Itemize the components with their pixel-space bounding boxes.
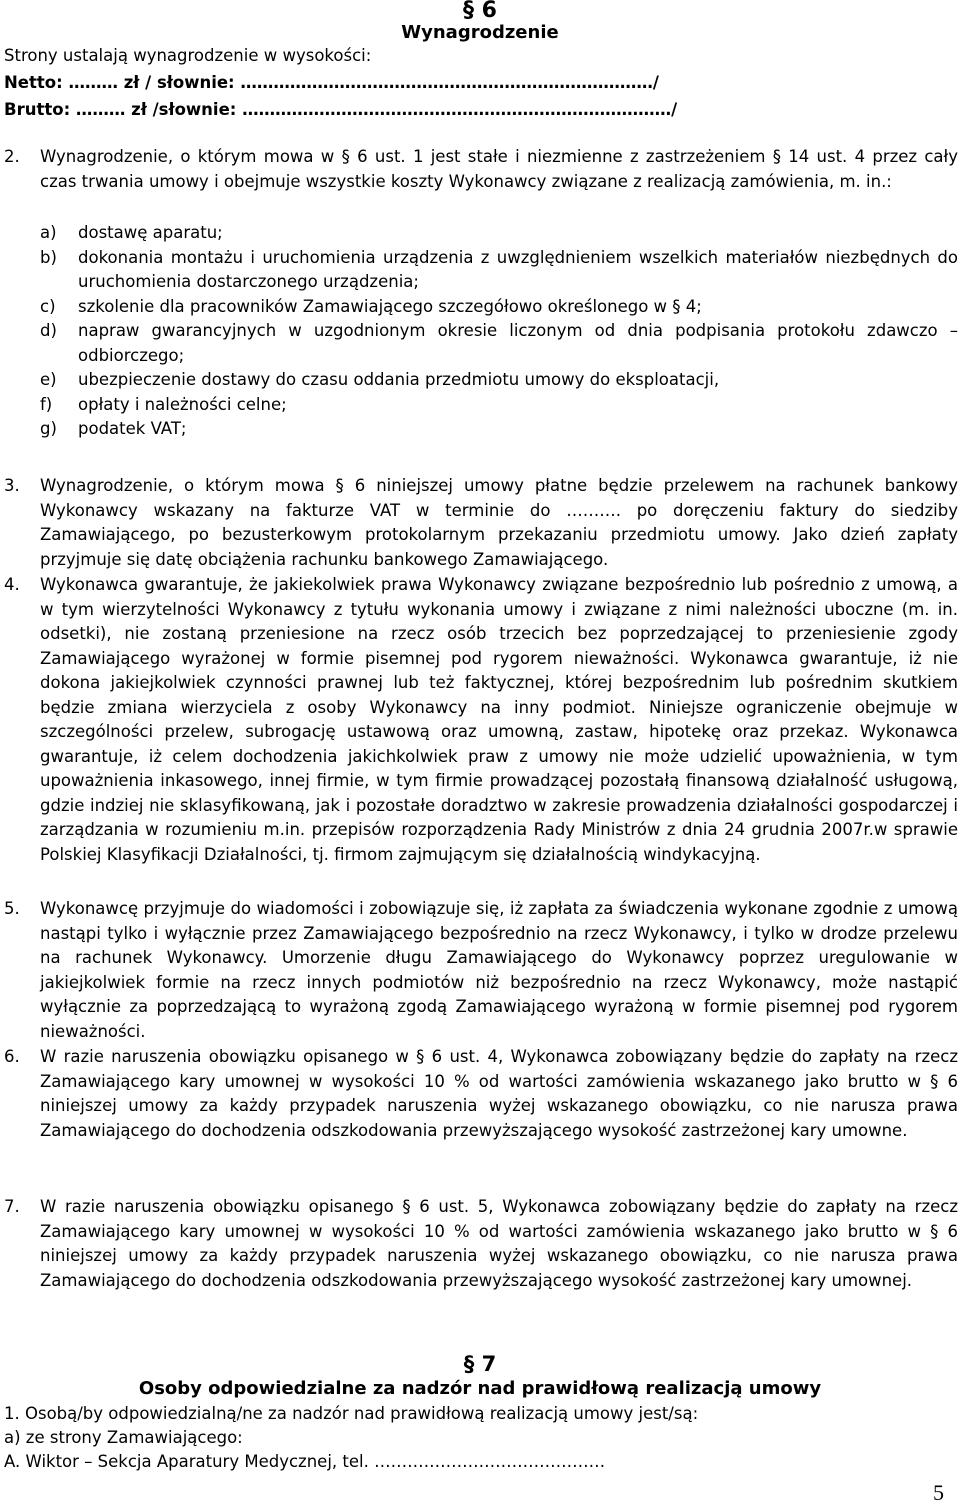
paragraph-6-text: W razie naruszenia obowiązku opisanego w § 6 ust. 4, Wykonawca zobowiązany będzie do zapłaty na rzecz Zamawiającego kary umownej w wysokości 10 % od wartości zamówienia wskazanego jako brutto w § 6 niniejszej umowy za każdy przypadek naruszenia wyżej wskazanego obowiązku, co nie narusza prawa Zamawiającego do dochodzenia odszkodowania przewyższającego wysokość zastrzeżonej kary umowne. bbox=[40, 1047, 958, 1140]
paragraph-4-text: Wykonawca gwarantuje, że jakiekolwiek prawa Wykonawcy związane bezpośrednio lub pośrednio z umową, a w tym wierzytelności Wykonawcy z tytułu wykonania umowy i związane z nimi należności uboczne (m. in. odsetki), nie zostaną przeniesione na rzecz osób trzecich bez poprzedzającej to przeniesienie zgody Zamawiającego wyrażonej w formie pisemnej pod rygorem nieważności. Wykonawca gwarantuje, iż nie dokona jakiejkolwiek czynności prawnej lub też faktycznej, której bezpośrednim lub pośrednim skutkiem będzie zmiana wierzyciela z osoby Wykonawcy na inny podmiot. Niniejsze ograniczenie obejmuje w szczególności przelew, subrogację ustawową oraz umowną, zastaw, hipotekę oraz przekaz. Wykonawca gwarantuje, iż celem dochodzenia jakichkolwiek praw z umowy nie może udzielić upoważnienia, w tym upoważnienia inkasowego, innej firmie, w tym firmie prowadzącej pozostałą finansową działalność usługową, gdzie indziej nie sklasyfikowaną, jak i pozostałe doradztwo w zakresie prowadzenia działalności gospodarczej i zarządzania w rozumieniu m.in. przepisów rozporządzenia Rady Ministrów z dnia 24 grudnia 2007r.w sprawie Polskiej Klasyfikacji Działalności, tj. firmom zajmującym się działalnością windykacyjną. bbox=[40, 575, 958, 864]
paragraph-number: 3. bbox=[4, 476, 20, 495]
paragraph-3-text: Wynagrodzenie, o którym mowa § 6 niniejszej umowy płatne będzie przelewem na rachunek bankowy Wykonawcy wskazany na fakturze VAT w terminie do ………. po doręczeniu faktury do siedziby Zamawiającego, po bezusterkowym protokolarnym przekazaniu przedmiotu umowy. Jako dzień zapłaty przyjmuje się datę obciążenia rachunku bankowego Zamawiającego. bbox=[40, 476, 958, 569]
section-7-title: Osoby odpowiedzialne za nadzór nad prawidłową realizacją umowy bbox=[138, 1378, 822, 1399]
paragraph-number: 5. bbox=[4, 899, 20, 918]
paragraph-number: 2. bbox=[4, 147, 20, 166]
item-label: f) bbox=[40, 394, 53, 414]
section-6-number: § 6 bbox=[463, 0, 497, 23]
paragraph-7-text: W razie naruszenia obowiązku opisanego § 6 ust. 5, Wykonawca zobowiązany będzie do zapłaty na rzecz Zamawiającego kary umownej w wysokości 10 % od wartości zamówienia wskazanego jako brutto w § 6 niniejszej umowy za każdy przypadek naruszenia wyżej wskazanego obowiązku, co nie narusza prawa Zamawiającego do dochodzenia odszkodowania przewyższającego wysokość zastrzeżonej kary umownej. bbox=[40, 1197, 958, 1290]
brutto-line: Brutto: ……… zł /słownie: ……………………………………………………………………/ bbox=[4, 100, 678, 119]
responsible-persons-line: 1. Osobą/by odpowiedzialną/ne za nadzór nad prawidłową realizacją umowy jest/są: bbox=[4, 1404, 699, 1423]
paragraph-2-text: Wynagrodzenie, o którym mowa w § 6 ust. 1 jest stałe i niezmienne z zastrzeżeniem § 14 ust. 4 przez cały czas trwania umowy i obejmuje wszystkie koszty Wykonawcy związane z realizacją zamówienia, m. in.: bbox=[40, 147, 958, 191]
item-text: dostawę aparatu; bbox=[78, 223, 223, 242]
list-item bbox=[40, 246, 958, 295]
intro-line: Strony ustalają wynagrodzenie w wysokości: bbox=[4, 46, 372, 65]
list-item bbox=[40, 221, 958, 246]
section-6-title: Wynagrodzenie bbox=[401, 22, 559, 43]
item-label: d) bbox=[40, 321, 57, 340]
paragraph-number: 6. bbox=[4, 1047, 20, 1066]
page-number: 5 bbox=[933, 1480, 944, 1505]
netto-line: Netto: ……… zł / słownie: …………………………………………………………………/ bbox=[4, 73, 659, 92]
item-label: e) bbox=[40, 370, 57, 389]
list-item bbox=[40, 319, 958, 368]
cost-items-list bbox=[40, 221, 958, 442]
item-label: a) bbox=[40, 223, 57, 242]
employer-side-line: a) ze strony Zamawiającego: bbox=[4, 1428, 243, 1447]
section-7-number: § 7 bbox=[463, 1352, 497, 1376]
item-text: opłaty i należności celne; bbox=[78, 394, 287, 414]
item-label: b) bbox=[40, 247, 57, 267]
item-text: napraw gwarancyjnych w uzgodnionym okresie liczonym od dnia podpisania protokołu zdawczo – odbiorczego; bbox=[78, 321, 958, 365]
paragraph-number: 7. bbox=[4, 1197, 20, 1216]
item-text: szkolenie dla pracowników Zamawiającego szczegółowo określonego w § 4; bbox=[78, 296, 702, 316]
item-label: c) bbox=[40, 296, 56, 316]
item-label: g) bbox=[40, 419, 57, 438]
list-item bbox=[40, 417, 958, 442]
item-text: ubezpieczenie dostawy do czasu oddania przedmiotu umowy do eksploatacji, bbox=[78, 370, 720, 389]
list-item bbox=[40, 368, 958, 393]
item-text: podatek VAT; bbox=[78, 419, 187, 438]
item-text: dokonania montażu i uruchomienia urządzenia z uwzględnieniem wszelkich materiałów niezbędnych do uruchomienia dostarczonego urządzenia; bbox=[78, 247, 958, 291]
paragraph-number: 4. bbox=[4, 575, 20, 594]
list-item bbox=[40, 393, 958, 418]
contact-line: A. Wiktor – Sekcja Aparatury Medycznej, tel. …………………………………… bbox=[4, 1452, 606, 1471]
list-item bbox=[40, 295, 958, 320]
paragraph-5-text: Wykonawcę przyjmuje do wiadomości i zobowiązuje się, iż zapłata za świadczenia wykonane zgodnie z umową nastąpi tylko i wyłącznie przez Zamawiającego bezpośrednio na rzecz Wykonawcy, i tylko w drodze przelewu na rachunek Wykonawcy. Umorzenie długu Zamawiającego do Wykonawcy poprzez uregulowanie w jakiejkolwiek formie na rzecz innych podmiotów niż bezpośrednio na rzecz Wykonawcy, może nastąpić wyłącznie za poprzedzającą to wyrażoną zgodą Zamawiającego wyrażoną w formie pisemnej pod rygorem nieważności. bbox=[40, 899, 958, 1041]
